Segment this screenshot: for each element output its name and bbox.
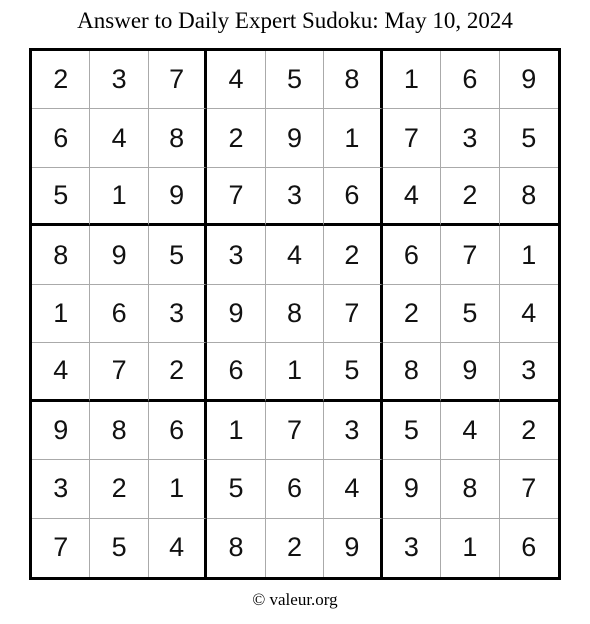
sudoku-cell-r1-c4[interactable]: 4 [207,51,265,109]
sudoku-cell-r7-c8[interactable]: 4 [441,402,499,460]
sudoku-cell-r8-c9[interactable]: 7 [500,460,558,518]
sudoku-cell-r8-c4[interactable]: 5 [207,460,265,518]
sudoku-cell-r6-c6[interactable]: 5 [324,343,382,401]
sudoku-cell-r2-c9[interactable]: 5 [500,109,558,167]
sudoku-cell-r3-c8[interactable]: 2 [441,168,499,226]
sudoku-cell-r3-c6[interactable]: 6 [324,168,382,226]
sudoku-cell-r4-c8[interactable]: 7 [441,226,499,284]
sudoku-cell-r3-c3[interactable]: 9 [149,168,207,226]
sudoku-cell-r8-c3[interactable]: 1 [149,460,207,518]
sudoku-cell-r9-c4[interactable]: 8 [207,519,265,577]
sudoku-cell-r4-c3[interactable]: 5 [149,226,207,284]
sudoku-cell-r1-c1[interactable]: 2 [32,51,90,109]
sudoku-cell-r7-c4[interactable]: 1 [207,402,265,460]
sudoku-cell-r2-c6[interactable]: 1 [324,109,382,167]
sudoku-cell-r6-c8[interactable]: 9 [441,343,499,401]
sudoku-cell-r4-c2[interactable]: 9 [90,226,148,284]
sudoku-cell-r6-c5[interactable]: 1 [266,343,324,401]
sudoku-cell-r9-c6[interactable]: 9 [324,519,382,577]
sudoku-cell-r6-c3[interactable]: 2 [149,343,207,401]
sudoku-cell-r2-c8[interactable]: 3 [441,109,499,167]
sudoku-cell-r2-c4[interactable]: 2 [207,109,265,167]
sudoku-cell-r4-c4[interactable]: 3 [207,226,265,284]
sudoku-cell-r3-c5[interactable]: 3 [266,168,324,226]
sudoku-cell-r9-c8[interactable]: 1 [441,519,499,577]
sudoku-cell-r8-c6[interactable]: 4 [324,460,382,518]
sudoku-cell-r3-c4[interactable]: 7 [207,168,265,226]
sudoku-cell-r5-c9[interactable]: 4 [500,285,558,343]
sudoku-cell-r2-c3[interactable]: 8 [149,109,207,167]
sudoku-cell-r5-c6[interactable]: 7 [324,285,382,343]
sudoku-cell-r1-c7[interactable]: 1 [383,51,441,109]
sudoku-cell-r4-c1[interactable]: 8 [32,226,90,284]
sudoku-cell-r6-c7[interactable]: 8 [383,343,441,401]
sudoku-cell-r5-c3[interactable]: 3 [149,285,207,343]
sudoku-cell-r9-c9[interactable]: 6 [521,532,537,563]
sudoku-cell-r9-c7[interactable]: 3 [383,519,441,577]
sudoku-cell-r4-c7[interactable]: 6 [383,226,441,284]
sudoku-cell-r3-c7[interactable]: 4 [383,168,441,226]
sudoku-cell-r1-c3[interactable]: 7 [149,51,207,109]
sudoku-cell-r9-c1[interactable]: 7 [32,519,90,577]
sudoku-cell-r1-c9[interactable]: 9 [500,51,558,109]
sudoku-cell-r8-c2[interactable]: 2 [90,460,148,518]
sudoku-cell-r9-c5[interactable]: 2 [266,519,324,577]
sudoku-cell-r1-c6[interactable]: 8 [324,51,382,109]
sudoku-cell-r7-c6[interactable]: 3 [324,402,382,460]
sudoku-cell-r2-c1[interactable]: 6 [32,109,90,167]
sudoku-cell-r8-c1[interactable]: 3 [32,460,90,518]
sudoku-cell-r5-c5[interactable]: 8 [266,285,324,343]
sudoku-cell-r5-c4[interactable]: 9 [207,285,265,343]
sudoku-cell-r2-c5[interactable]: 9 [266,109,324,167]
sudoku-cell-r1-c2[interactable]: 3 [90,51,148,109]
sudoku-cell-r2-c2[interactable]: 4 [90,109,148,167]
sudoku-cell-r7-c2[interactable]: 8 [90,402,148,460]
copyright-footer: © valeur.org [252,590,338,609]
sudoku-cell-r5-c2[interactable]: 6 [90,285,148,343]
sudoku-cell-r7-c9[interactable]: 2 [500,402,558,460]
sudoku-cell-r6-c2[interactable]: 7 [90,343,148,401]
sudoku-cell-r9-c3[interactable]: 4 [149,519,207,577]
sudoku-cell-r1-c8[interactable]: 6 [441,51,499,109]
sudoku-cell-r3-c1[interactable]: 5 [32,168,90,226]
sudoku-cell-r4-c9[interactable]: 1 [500,226,558,284]
sudoku-cell-r9-c2[interactable]: 5 [90,519,148,577]
sudoku-cell-r7-c1[interactable]: 9 [32,402,90,460]
sudoku-cell-r5-c7[interactable]: 2 [383,285,441,343]
sudoku-cell-r4-c5[interactable]: 4 [266,226,324,284]
sudoku-cell-r6-c1[interactable]: 4 [32,343,90,401]
sudoku-cell-r4-c6[interactable]: 2 [324,226,382,284]
sudoku-cell-r1-c5[interactable]: 5 [266,51,324,109]
sudoku-grid [29,48,561,580]
sudoku-cell-r7-c3[interactable]: 6 [149,402,207,460]
sudoku-cell-r7-c5[interactable]: 7 [266,402,324,460]
sudoku-cell-r8-c8[interactable]: 8 [441,460,499,518]
sudoku-cell-r3-c2[interactable]: 1 [90,168,148,226]
sudoku-cell-r5-c1[interactable]: 1 [32,285,90,343]
sudoku-cell-r3-c9[interactable]: 8 [500,168,558,226]
sudoku-cell-r8-c5[interactable]: 6 [266,460,324,518]
sudoku-cell-r8-c7[interactable]: 9 [383,460,441,518]
sudoku-cell-r2-c7[interactable]: 7 [383,109,441,167]
puzzle-title: Answer to Daily Expert Sudoku: May 10, 2024 [77,8,513,33]
sudoku-cell-r6-c4[interactable]: 6 [207,343,265,401]
sudoku-cell-r6-c9[interactable]: 3 [500,343,558,401]
sudoku-cell-r7-c7[interactable]: 5 [383,402,441,460]
sudoku-cell-r5-c8[interactable]: 5 [441,285,499,343]
